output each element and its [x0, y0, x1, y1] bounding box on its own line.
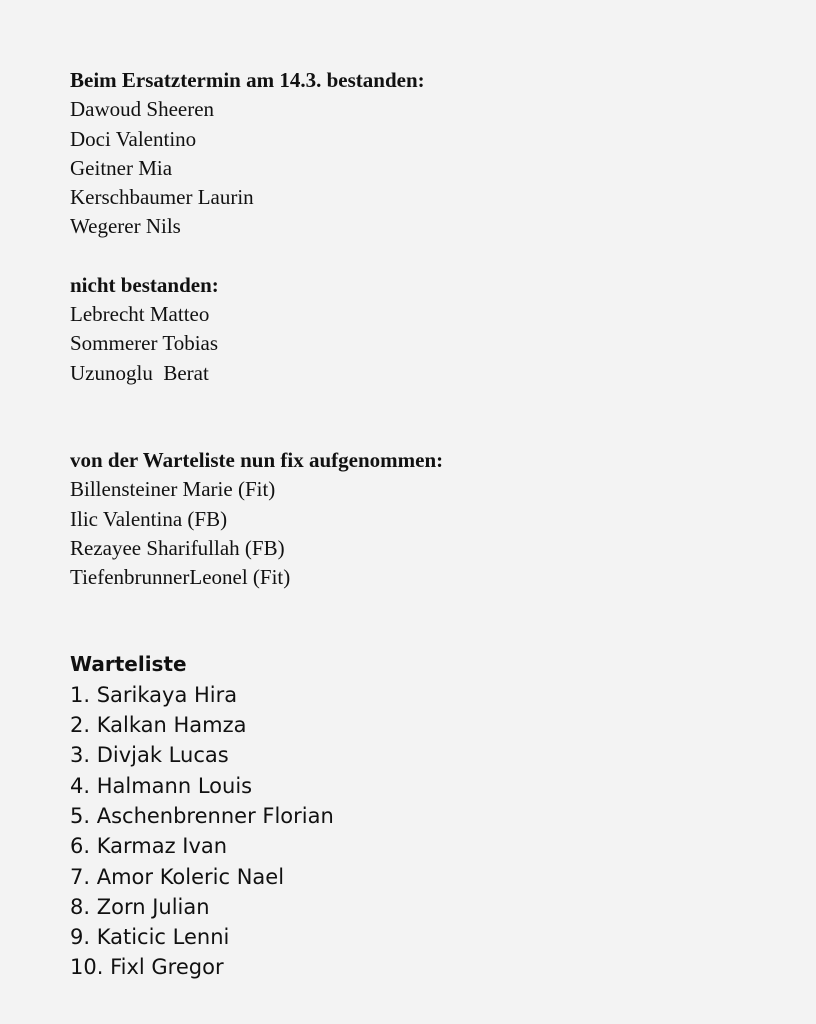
waitlist-entry: 10. Fixl Gregor — [70, 955, 224, 980]
failed-section — [70, 271, 770, 388]
admitted-name: Rezayee Sharifullah (FB) — [70, 535, 285, 560]
waitlist-entry: 7. Amor Koleric Nael — [70, 864, 285, 889]
passed-name: Dawoud Sheeren — [70, 97, 215, 122]
passed-name: Doci Valentino — [70, 126, 197, 151]
passed-name: Wegerer Nils — [70, 214, 181, 239]
admitted-heading: von der Warteliste nun fix aufgenommen: — [70, 447, 444, 472]
admitted-name: Ilic Valentina (FB) — [70, 506, 228, 531]
waitlist-entry: 8. Zorn Julian — [70, 894, 210, 919]
waitlist-entry: 1. Sarikaya Hira — [70, 682, 238, 707]
admitted-name: Billensteiner Marie (Fit) — [70, 477, 276, 502]
admitted-section — [70, 446, 770, 592]
waitlist-entry: 5. Aschenbrenner Florian — [70, 803, 334, 828]
failed-name: Lebrecht Matteo — [70, 302, 210, 327]
passed-name: Geitner Mia — [70, 155, 173, 180]
failed-heading: nicht bestanden: — [70, 272, 219, 297]
waitlist-heading: Warteliste — [70, 652, 187, 677]
waitlist-entry: 4. Halmann Louis — [70, 773, 253, 798]
waitlist-entry: 6. Karmaz Ivan — [70, 834, 228, 859]
waitlist-entry: 9. Katicic Lenni — [70, 925, 230, 950]
passed-name: Kerschbaumer Laurin — [70, 185, 254, 210]
waitlist-section — [70, 649, 770, 982]
admitted-name: TiefenbrunnerLeonel (Fit) — [70, 565, 291, 590]
failed-name: Sommerer Tobias — [70, 331, 219, 356]
failed-name: Uzunoglu Berat — [70, 360, 209, 385]
document-page — [70, 66, 770, 983]
waitlist-entry: 3. Divjak Lucas — [70, 743, 229, 768]
passed-section — [70, 66, 770, 242]
waitlist-entry: 2. Kalkan Hamza — [70, 713, 247, 738]
passed-heading: Beim Ersatztermin am 14.3. bestanden: — [70, 68, 425, 92]
